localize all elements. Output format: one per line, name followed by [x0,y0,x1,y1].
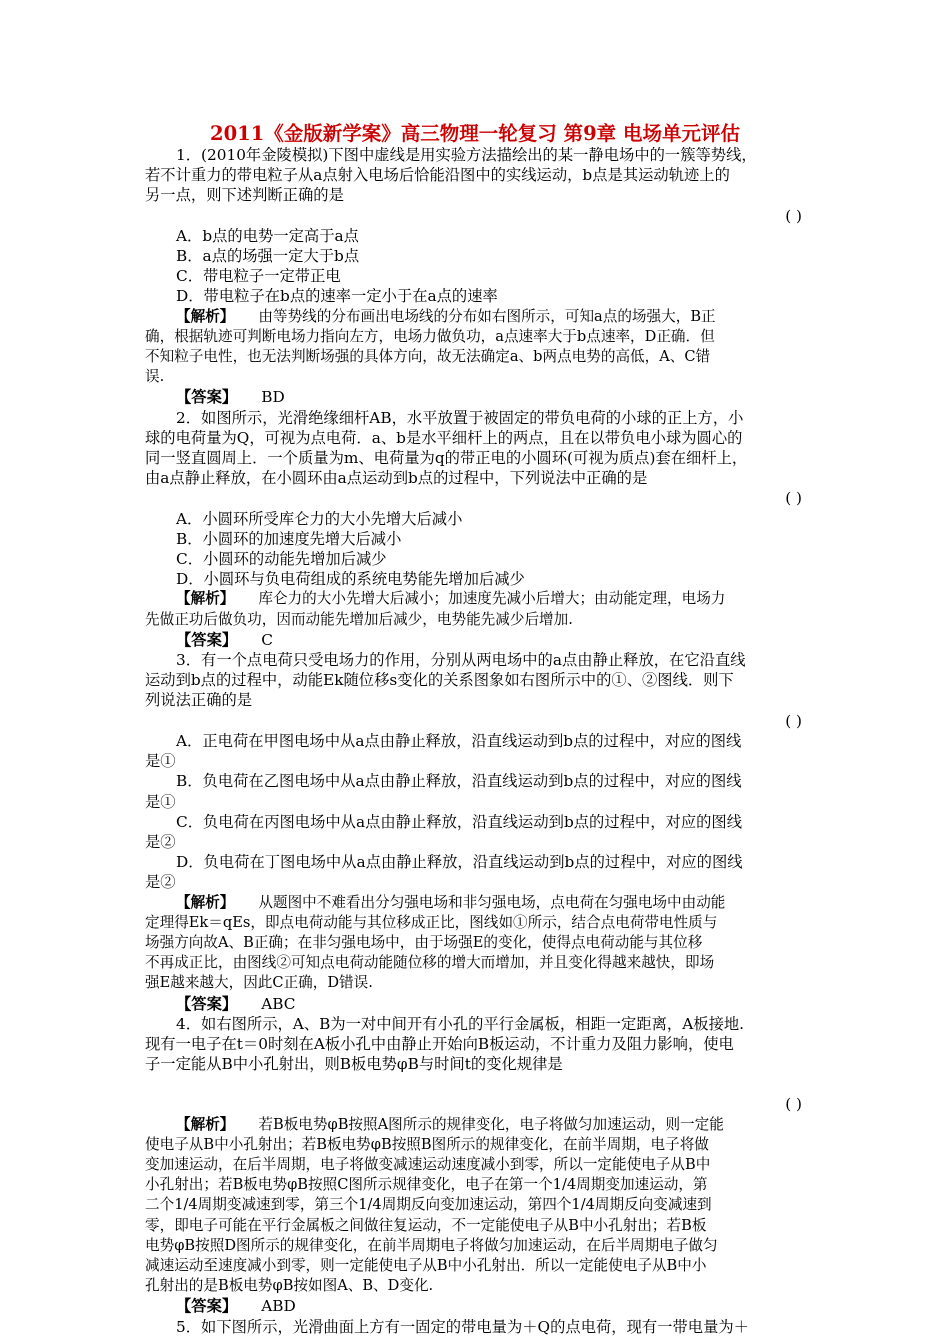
option-a: A．b点的电势一定高于a点 [176,226,359,245]
question-stem-line: 3．有一个点电荷只受电场力的作用，分别从两电场中的a点由静止释放，在它沿直线 [176,651,746,670]
answer-paren: ( ) [785,206,802,225]
solution-text: 若B板电势φB按照A图所示的规律变化，电子将做匀加速运动，则一定能 [258,1115,724,1133]
answer-tag: 【答案】 [176,630,238,649]
solution-line: 强E越来越大，因此C正确，D错误. [145,974,373,992]
solution-text: 由等势线的分布画出电场线的分布如右图所示，可知a点的场强大，B正 [258,307,716,325]
solution-line: 场强方向故A、B正确；在非匀强电场中，由于场强E的变化，使得点电荷动能与其位移 [145,933,703,951]
question-1 [145,145,810,408]
question-2 [145,408,810,650]
question-stem-line: 1．(2010年金陵模拟)下图中虚线是用实验方法描绘出的某一静电场中的一簇等势线， [176,146,757,164]
question-stem-line: 同一竖直圆周上．一个质量为m、电荷量为q的带正电的小圆环(可视为质点)套在细杆上， [145,449,748,468]
solution-line: 小孔射出；若B板电势φB按照C图所示规律变化，电子在第一个1/4周期变加速运动，第 [145,1176,708,1194]
solution-text: 库仑力的大小先增大后减小；加速度先减小后增大；由动能定理，电场力 [258,590,726,608]
option-c: C．带电粒子一定带正电 [176,267,341,286]
solution-line: 孔射出的是B板电势φB按如图A、B、D变化. [145,1277,434,1295]
answer-value: ABD [261,1297,296,1316]
question-stem-line: 现有一电子在t＝0时刻在A板小孔中由静止开始向B板运动，不计重力及阻力影响，使电 [145,1034,734,1053]
solution-line: 二个1/4周期变减速到零，第三个1/4周期反向变加速运动，第四个1/4周期反向变减速到 [145,1196,712,1214]
solution-line: 误. [145,368,165,386]
solution-line: 电势φB按照D图所示的规律变化，在前半周期电子将做匀加速运动，在后半周期电子做匀 [145,1236,718,1254]
solution-line: 确，根据轨迹可判断电场力指向左方，电场力做负功，a点速率大于b点速率，D正确．但 [145,327,715,345]
option-a-cont: 是① [145,752,176,771]
question-stem-line: 列说法正确的是 [145,691,253,710]
solution-line: 先做正功后做负功，因而动能先增加后减少，电势能先减少后增加. [145,610,573,628]
answer-paren: ( ) [785,489,802,508]
solution-tag: 【解析】 [176,1115,235,1133]
option-c: C．负电荷在丙图电场中从a点由静止释放，沿直线运动到b点的过程中，对应的图线 [176,812,743,831]
question-stem-line: 球的电荷量为Q，可视为点电荷．a、b是水平细杆上的两点，且在以带负电小球为圆心的 [145,428,743,447]
question-stem-line: 4．如右图所示，A、B为一对中间开有小孔的平行金属板，相距一定距离，A板接地. [176,1014,745,1033]
solution-line [145,1115,810,1135]
option-b: B．小圆环的加速度先增大后减小 [176,529,402,548]
solution-line: 使电子从B中小孔射出；若B板电势φB按照B图所示的规律变化，在前半周期，电子将做 [145,1135,709,1153]
option-b: B．负电荷在乙图电场中从a点由静止释放，沿直线运动到b点的过程中，对应的图线 [176,772,742,791]
answer-paren: ( ) [785,1095,802,1114]
document-body [145,145,810,1337]
option-c-cont: 是② [145,832,176,851]
answer-tag: 【答案】 [176,1297,238,1316]
solution-line: 变加速运动，在后半周期，电子将做变减速运动速度减小到零，所以一定能使电子从B中 [145,1155,711,1173]
solution-tag: 【解析】 [176,307,235,325]
option-d-cont: 是② [145,873,176,892]
answer-tag: 【答案】 [176,388,238,407]
question-stem-line: 子一定能从B中小孔射出，则B板电势φB与时间t的变化规律是 [145,1055,563,1074]
option-d: D．负电荷在丁图电场中从a点由静止释放，沿直线运动到b点的过程中，对应的图线 [176,853,743,872]
question-stem-line: 5．如下图所示，光滑曲面上方有一固定的带电量为＋Q的点电荷，现有一带电量为＋ [176,1317,749,1336]
option-b: B．a点的场强一定大于b点 [176,247,360,266]
solution-line [145,893,810,913]
option-d: D．带电粒子在b点的速率一定小于在a点的速率 [176,287,498,306]
option-d: D．小圆环与负电荷组成的系统电势能先增加后减少 [176,570,525,589]
solution-line: 定理得Ek＝qEs，即点电荷动能与其位移成正比，图线如①所示，结合点电荷带电性质与 [145,913,718,931]
question-4 [145,1014,810,1317]
solution-text: 从题图中不难看出分匀强电场和非匀强电场，点电荷在匀强电场中由动能 [258,893,726,911]
answer-line [145,994,810,1014]
question-stem-line: 2．如图所示，光滑绝缘细杆AB，水平放置于被固定的带负电荷的小球的正上方，小 [176,408,744,427]
option-b-cont: 是① [145,792,176,811]
solution-tag: 【解析】 [176,590,235,608]
answer-paren: ( ) [785,711,802,730]
option-a: A．小圆环所受库仑力的大小先增大后减小 [176,509,463,528]
solution-line: 不再成正比，由图线②可知点电荷动能随位移的增大而增加，并且变化得越来越快，即场 [145,954,715,972]
solution-line: 零，即电子可能在平行金属板之间做往复运动，不一定能使电子从B中小孔射出；若B板 [145,1216,707,1234]
solution-line [145,307,810,327]
question-5 [145,1317,810,1337]
question-3 [145,650,810,1014]
question-stem-line: 由a点静止释放，在小圆环由a点运动到b点的过程中，下列说法中正确的是 [145,469,648,488]
question-stem-line: 运动到b点的过程中，动能Ek随位移s变化的关系图象如右图所示中的①、②图线．则下 [145,671,734,690]
question-stem-line: 若不计重力的带电粒子从a点射入电场后恰能沿图中的实线运动，b点是其运动轨迹上的 [145,166,730,185]
document-title: 2011《金版新学案》高三物理一轮复习 第9章 电场单元评估 [210,122,740,145]
answer-value: BD [261,388,285,407]
answer-value: ABC [261,994,296,1013]
answer-tag: 【答案】 [176,994,238,1013]
answer-line [145,387,810,407]
answer-line [145,1296,810,1316]
solution-line: 不知粒子电性，也无法判断场强的具体方向，故无法确定a、b两点电势的高低，A、C错 [145,348,711,366]
solution-line: 减速运动至速度减小到零，则一定能使电子从B中小孔射出．所以一定能使电子从B中小 [145,1256,707,1274]
answer-value: C [261,630,273,649]
solution-line [145,589,810,609]
option-a: A．正电荷在甲图电场中从a点由静止释放，沿直线运动到b点的过程中，对应的图线 [176,731,742,750]
option-c: C．小圆环的动能先增加后减少 [176,550,387,569]
answer-line [145,630,810,650]
question-stem-line: 另一点，则下述判断正确的是 [145,186,344,205]
solution-tag: 【解析】 [176,893,235,911]
